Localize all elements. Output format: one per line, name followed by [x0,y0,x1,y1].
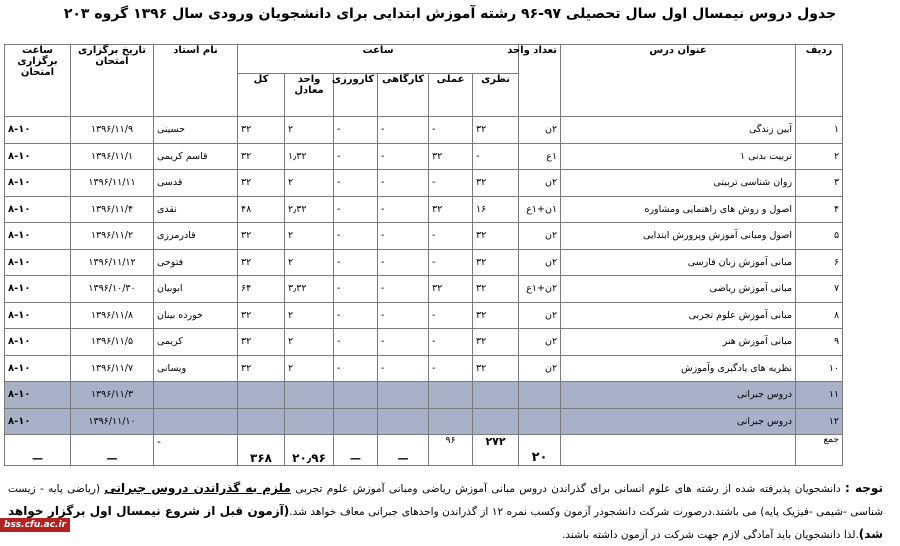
cell-exam-time: ۸-۱۰ [5,329,71,356]
header-equiv-units: واحد معادل [285,74,334,117]
cell-theory: ۳۲ [473,249,519,276]
cell-course: اصول ومبانی آموزش وپرورش ابتدایی [561,223,796,250]
cell-teacher: قاسم کریمی [154,143,238,170]
cell-total: ۳۲ [238,117,285,144]
table-row [5,302,843,329]
site-badge: bss.cfu.ac.ir [0,518,70,532]
cell-empty [378,382,429,409]
cell-practical: - [429,355,473,382]
cell-equiv-units: ۲ [285,355,334,382]
cell-exam-date: ۱۳۹۶/۱۱/۳ [71,382,154,409]
cell-teacher: ویسانی [154,355,238,382]
cell-units: ۲ن [519,355,561,382]
header-total: کل [238,74,285,117]
cell-equiv-units: ۳٫۳۲ [285,276,334,303]
cell-total: ۴۸ [238,196,285,223]
cell-row-no: ۴ [796,196,843,223]
cell-workshop: - [378,329,429,356]
cell-course: مبانی آموزش زبان فارسی [561,249,796,276]
cell-teacher: کریمی [154,329,238,356]
cell-total-time: — [5,435,71,466]
cell-workshop: - [378,302,429,329]
cell-row-no: ۶ [796,249,843,276]
cell-empty [429,408,473,435]
cell-row-no: ۱۲ [796,408,843,435]
cell-teacher: ابوبیان [154,276,238,303]
table-row [5,329,843,356]
table-row-total [5,435,843,466]
cell-equiv-units: ۲ [285,302,334,329]
course-schedule-table [4,44,843,466]
cell-exam-time: ۸-۱۰ [5,355,71,382]
cell-exam-time: ۸-۱۰ [5,223,71,250]
cell-total-teacher: - [154,435,238,466]
cell-course: روان شناسی تربیتی [561,170,796,197]
cell-total: ۳۲ [238,329,285,356]
cell-empty [238,408,285,435]
cell-exam-date: ۱۳۹۶/۱۱/۸ [71,302,154,329]
cell-theory: ۳۲ [473,329,519,356]
cell-exam-time: ۸-۱۰ [5,276,71,303]
cell-practical: - [429,117,473,144]
table-row [5,143,843,170]
cell-exam-date: ۱۳۹۶/۱۱/۹ [71,117,154,144]
cell-total: ۳۲ [238,143,285,170]
cell-total-practical: ۹۶ [429,435,473,466]
cell-equiv-units: ۱٫۳۲ [285,143,334,170]
cell-empty [154,408,238,435]
cell-total: ۳۲ [238,302,285,329]
cell-theory: - [473,143,519,170]
cell-practical: - [429,329,473,356]
cell-total: ۳۲ [238,170,285,197]
cell-equiv-units: ۲ [285,170,334,197]
cell-theory: ۳۲ [473,170,519,197]
cell-empty [238,382,285,409]
cell-exam-date: ۱۳۹۶/۱۱/۲ [71,223,154,250]
cell-teacher: نقدی [154,196,238,223]
cell-internship: - [334,355,378,382]
cell-exam-time: ۸-۱۰ [5,170,71,197]
cell-row-no: ۹ [796,329,843,356]
cell-theory: ۳۲ [473,276,519,303]
cell-theory: ۳۲ [473,223,519,250]
cell-row-no: ۱ [796,117,843,144]
table-row [5,196,843,223]
cell-course: مبانی آموزش علوم تجربی [561,302,796,329]
cell-internship: - [334,143,378,170]
cell-practical: - [429,249,473,276]
table-row [5,117,843,144]
page-title: جدول دروس نیمسال اول سال تحصیلی ۹۷-۹۶ رشته آموزش ابتدایی برای دانشجویان ورودی سال ۱۳۹۶ گروه ۲۰۳ [63,6,837,22]
cell-teacher: حسینی [154,117,238,144]
cell-empty [519,408,561,435]
cell-empty [429,382,473,409]
cell-empty [473,408,519,435]
cell-course: تربیت بدنی ۱ [561,143,796,170]
cell-exam-time: ۸-۱۰ [5,408,71,435]
cell-workshop: - [378,170,429,197]
header-teacher: نام استاد [154,45,238,117]
cell-internship: - [334,170,378,197]
cell-empty [561,435,796,466]
cell-theory: ۳۲ [473,355,519,382]
cell-course: اصول و روش های راهنمایی ومشاوره [561,196,796,223]
cell-exam-time: ۸-۱۰ [5,249,71,276]
header-units: تعداد واحد [519,45,561,117]
cell-workshop: - [378,249,429,276]
note-bold: (آزمون قبل از شروع نیمسال اول برگزار خواهد شد) [8,504,883,541]
table-row [5,223,843,250]
cell-teacher: فتوحی [154,249,238,276]
cell-theory: ۳۲ [473,302,519,329]
cell-internship: - [334,276,378,303]
cell-teacher: قادرمرزی [154,223,238,250]
cell-course: آیین زندگی [561,117,796,144]
cell-internship: - [334,117,378,144]
cell-exam-time: ۸-۱۰ [5,117,71,144]
cell-internship: - [334,223,378,250]
cell-empty [378,408,429,435]
cell-equiv-units: ۲ [285,329,334,356]
cell-total-date: — [71,435,154,466]
cell-practical: ۳۲ [429,143,473,170]
cell-practical: - [429,223,473,250]
cell-total-internship: — [334,435,378,466]
cell-internship: - [334,302,378,329]
note-text-1: دانشجویان پذیرفته شده از رشته های علوم انسانی برای گذراندن دروس مبانی آموزش ریاضی ومبانی آموزش علوم تجربی [295,483,841,495]
cell-teacher: خورده بینان [154,302,238,329]
header-workshop: کارگاهی [378,74,429,117]
cell-practical: - [429,170,473,197]
cell-teacher: قدسی [154,170,238,197]
cell-internship: - [334,329,378,356]
header-hours: ساعت [238,45,519,74]
table-row [5,170,843,197]
cell-total-workshop: — [378,435,429,466]
cell-empty [334,382,378,409]
note [8,477,883,546]
cell-exam-date: ۱۳۹۶/۱۱/۱۲ [71,249,154,276]
cell-empty [473,382,519,409]
cell-equiv-units: ۲٫۳۲ [285,196,334,223]
cell-units: ۲ن+۱ع [519,276,561,303]
cell-units: ۲ن [519,302,561,329]
header-course: عنوان درس [561,45,796,117]
cell-total: ۳۲ [238,223,285,250]
cell-total: ۳۲ [238,355,285,382]
header-internship: کارورزی [334,74,378,117]
cell-course: مبانی آموزش هنر [561,329,796,356]
cell-total-units: ۲۰ [519,435,561,466]
table-row [5,355,843,382]
cell-total-equiv: ۲۰٫۹۶ [285,435,334,466]
note-text-3: .لذا دانشجویان باید آمادگی لازم جهت شرکت در آزمون داشته باشند. [562,529,859,541]
cell-row-no: ۳ [796,170,843,197]
cell-units: ۲ن [519,117,561,144]
cell-row-no: ۷ [796,276,843,303]
note-label: توجه : [845,481,883,495]
note-text-2: (ریاضی پایه - زیست شناسی -شیمی -فیزیک پایه) می باشند.درصورت شرکت دانشجودر آزمون وکسب نمره ۱۲ از گذراندن واحدهای جبرانی معاف خواهد شد. [8,483,884,518]
cell-course: دروس جبرانی [561,408,796,435]
note-underline: ملزم به گذراندن دروس جبرانی [104,481,291,495]
cell-row-no: ۵ [796,223,843,250]
cell-equiv-units: ۲ [285,249,334,276]
cell-equiv-units: ۲ [285,117,334,144]
cell-exam-time: ۸-۱۰ [5,143,71,170]
cell-total: ۶۴ [238,276,285,303]
header-row-no: ردیف [796,45,843,117]
cell-empty [519,382,561,409]
cell-exam-date: ۱۳۹۶/۱۱/۱۱ [71,170,154,197]
cell-row-no: ۲ [796,143,843,170]
cell-course: مبانی آموزش ریاضی [561,276,796,303]
cell-exam-time: ۸-۱۰ [5,302,71,329]
cell-exam-time: ۸-۱۰ [5,382,71,409]
table-row-compensatory [5,408,843,435]
cell-total-label: جمع [796,435,843,466]
cell-equiv-units: ۲ [285,223,334,250]
header-exam-date: تاریخ برگزاری امتحان [71,45,154,117]
cell-total-hours: ۳۶۸ [238,435,285,466]
cell-units: ۱ع [519,143,561,170]
cell-row-no: ۱۰ [796,355,843,382]
table-row [5,249,843,276]
cell-exam-date: ۱۳۹۶/۱۰/۳۰ [71,276,154,303]
cell-units: ۲ن [519,329,561,356]
cell-row-no: ۱۱ [796,382,843,409]
cell-workshop: - [378,276,429,303]
cell-empty [154,382,238,409]
table-row [5,276,843,303]
cell-exam-date: ۱۳۹۶/۱۱/۵ [71,329,154,356]
cell-total-theory: ۲۷۲ [473,435,519,466]
cell-workshop: - [378,355,429,382]
cell-empty [334,408,378,435]
cell-exam-date: ۱۳۹۶/۱۱/۱۰ [71,408,154,435]
cell-total: ۳۲ [238,249,285,276]
cell-workshop: - [378,196,429,223]
cell-units: ۲ن [519,170,561,197]
cell-practical: ۳۲ [429,196,473,223]
cell-empty [285,382,334,409]
cell-internship: - [334,249,378,276]
cell-course: نظریه های یادگیری وآموزش [561,355,796,382]
cell-empty [285,408,334,435]
cell-units: ۲ن [519,249,561,276]
cell-practical: - [429,302,473,329]
cell-practical: ۳۲ [429,276,473,303]
cell-row-no: ۸ [796,302,843,329]
cell-theory: ۳۲ [473,117,519,144]
cell-workshop: - [378,223,429,250]
cell-workshop: - [378,143,429,170]
table-row-compensatory [5,382,843,409]
header-theory: نظری [473,74,519,117]
header-practical: عملی [429,74,473,117]
cell-exam-date: ۱۳۹۶/۱۱/۱ [71,143,154,170]
cell-exam-date: ۱۳۹۶/۱۱/۴ [71,196,154,223]
cell-units: ۱ن+۱ع [519,196,561,223]
cell-theory: ۱۶ [473,196,519,223]
cell-units: ۲ن [519,223,561,250]
cell-course: دروس جبرانی [561,382,796,409]
cell-exam-date: ۱۳۹۶/۱۱/۷ [71,355,154,382]
header-exam-time: ساعت برگزاری امتحان [5,45,71,117]
cell-workshop: - [378,117,429,144]
cell-internship: - [334,196,378,223]
cell-exam-time: ۸-۱۰ [5,196,71,223]
